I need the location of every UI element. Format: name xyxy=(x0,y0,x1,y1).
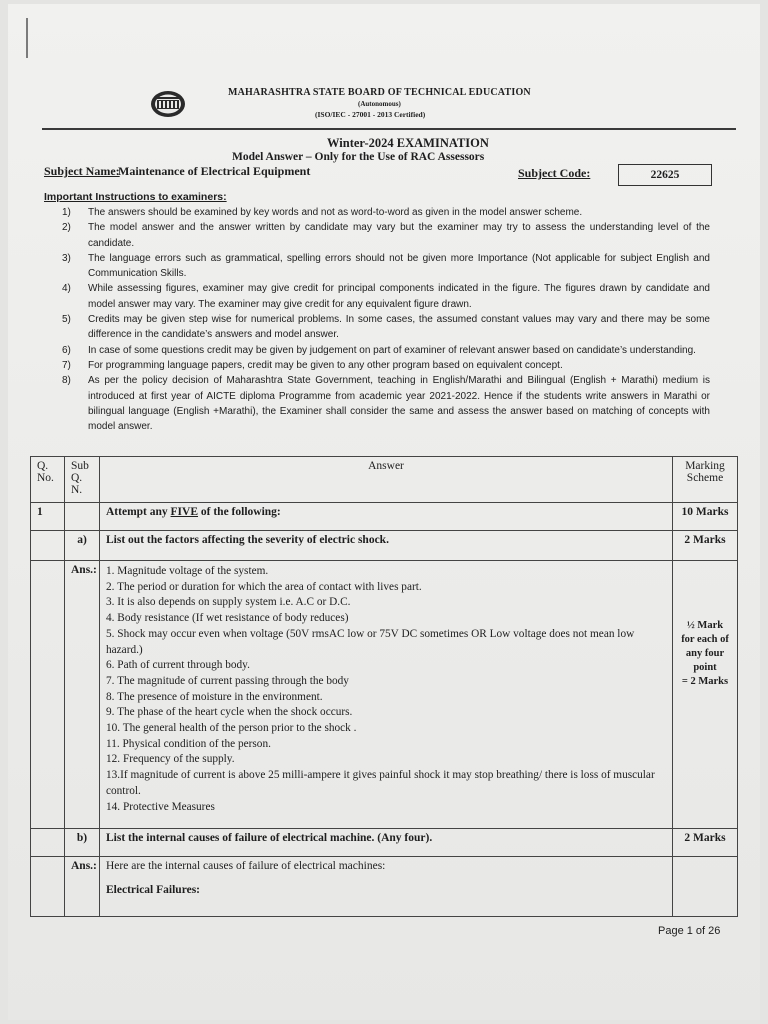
instruction-item xyxy=(62,251,710,282)
table-row xyxy=(31,561,738,829)
subject-code-box: 22625 xyxy=(618,164,712,186)
marking-note-line: point xyxy=(693,662,717,673)
q1b-marks: 2 Marks xyxy=(673,829,738,857)
answer-point: 13.If magnitude of current is above 25 milli-ampere it gives painful shock it may stop breathing/ there is loss of muscular control. xyxy=(106,769,655,797)
table-row xyxy=(31,857,738,917)
table-header-row xyxy=(31,457,738,503)
q1-number: 1 xyxy=(31,503,65,531)
msbte-logo-icon xyxy=(150,88,186,118)
instruction-text: In case of some questions credit may be given by judgement on part of examiner of relevant answer based on candidate’s understanding. xyxy=(88,344,696,356)
instruction-number: 5) xyxy=(62,314,71,326)
marking-note-line: = 2 Marks xyxy=(681,676,729,687)
answer-point: 5. Shock may occur even when voltage (50V rmsAC low or 75V DC sometimes OR Low voltage does not mean low hazard.) xyxy=(106,627,635,656)
board-header xyxy=(150,84,620,124)
instruction-item xyxy=(62,220,710,251)
instruction-number: 8) xyxy=(62,375,71,387)
instruction-number: 2) xyxy=(62,222,71,234)
instruction-item xyxy=(62,205,710,220)
q1a-label: a) xyxy=(65,531,100,561)
instruction-number: 7) xyxy=(62,359,71,371)
answer-table xyxy=(30,456,738,917)
instruction-item xyxy=(62,312,710,343)
q1b-answer-intro: Here are the internal causes of failure of electrical machines: xyxy=(106,860,386,872)
iso-certification: (ISO/IEC - 27001 - 2013 Certified) xyxy=(315,110,426,119)
instruction-text: The language errors such as grammatical, spelling errors should not be given more Importance (Not applicable for subject English and Communication Skills. xyxy=(88,252,710,280)
q1a-answer-points xyxy=(100,561,673,829)
header-q-no: Q. No. xyxy=(31,457,65,503)
instruction-text: As per the policy decision of Maharashtra State Government, teaching in English/Marathi and Bilingual (English + Marathi) medium is introduced at first year of AICTE diploma Programme from academic year 2021-2022. Hence if the students write answers in Marathi or bilingual language (English +Marathi), the Examiner shall consider the same and assess the answer based on matching of concepts with model answer. xyxy=(88,375,710,433)
answer-point: 7. The magnitude of current passing through the body xyxy=(106,674,349,687)
autonomous-label: (Autonomous) xyxy=(358,100,401,108)
subject-name-label: Subject Name: xyxy=(44,164,120,178)
answer-point: 11. Physical condition of the person. xyxy=(106,737,271,750)
header-divider xyxy=(42,128,736,130)
page-number: Page 1 of 26 xyxy=(658,925,721,937)
table-row xyxy=(31,829,738,857)
q1a-question: List out the factors affecting the severity of electric shock. xyxy=(100,531,673,561)
subject-name: Maintenance of Electrical Equipment xyxy=(118,164,311,178)
q1b-ans-label: Ans.: xyxy=(65,857,100,917)
answer-point: 9. The phase of the heart cycle when the shock occurs. xyxy=(106,706,353,719)
marking-note-line: for each of xyxy=(681,634,729,645)
instructions-list xyxy=(62,205,710,434)
q1b-label: b) xyxy=(65,829,100,857)
instruction-text: The model answer and the answer written by candidate may vary but the examiner may try to assess the understanding level of the candidate. xyxy=(88,222,710,249)
instruction-item xyxy=(62,373,710,434)
exam-title: Winter-2024 EXAMINATION xyxy=(327,136,489,150)
q1b-question: List the internal causes of failure of electrical machine. (Any four). xyxy=(100,829,673,857)
table-row xyxy=(31,503,738,531)
board-name: MAHARASHTRA STATE BOARD OF TECHNICAL EDUCATION xyxy=(228,87,531,98)
instruction-text: Credits may be given step wise for numerical problems. In some cases, the assumed constant values may vary and there may be some difference in the candidate’s answers and model answer. xyxy=(88,314,710,341)
instruction-item xyxy=(62,281,710,312)
instruction-item xyxy=(62,358,710,373)
marking-note-line: any four xyxy=(685,648,725,659)
answer-point: 14. Protective Measures xyxy=(106,800,215,813)
answer-point: 8. The presence of moisture in the environment. xyxy=(106,690,323,703)
marking-note-line: ½ Mark xyxy=(686,620,724,631)
instruction-number: 3) xyxy=(62,252,71,264)
header-answer: Answer xyxy=(100,457,673,503)
instruction-text: For programming language papers, credit may be given to any other program based on equivalent concept. xyxy=(88,359,563,371)
subject-row xyxy=(44,164,744,184)
instruction-number: 4) xyxy=(62,283,71,295)
instruction-item xyxy=(62,343,710,358)
q1b-section-heading: Electrical Failures: xyxy=(106,884,200,896)
pen-mark xyxy=(26,18,28,58)
q1-marks: 10 Marks xyxy=(673,503,738,531)
q1a-marks: 2 Marks xyxy=(673,531,738,561)
answer-point: 4. Body resistance (If wet resistance of body reduces) xyxy=(106,612,349,625)
answer-point: 2. The period or duration for which the area of contact with lives part. xyxy=(106,580,422,593)
answer-point: 1. Magnitude voltage of the system. xyxy=(106,565,269,577)
header-sub-qn: Sub Q. N. xyxy=(65,457,100,503)
model-answer-subtitle: Model Answer – Only for the Use of RAC Assessors xyxy=(232,151,485,163)
q1a-marking-note xyxy=(679,564,731,689)
answer-point: 12. Frequency of the supply. xyxy=(106,753,235,766)
header-marking-scheme: Marking Scheme xyxy=(673,457,738,503)
subject-code-label: Subject Code: xyxy=(518,166,591,180)
answer-point: 3. It is also depends on supply system i.e. A.C or D.C. xyxy=(106,596,351,609)
q1a-ans-label: Ans.: xyxy=(65,561,100,829)
answer-point: 6. Path of current through body. xyxy=(106,659,250,672)
q1-instruction: Attempt any FIVE of the following: xyxy=(100,503,673,531)
instruction-number: 6) xyxy=(62,344,71,356)
instructions-title: Important Instructions to examiners: xyxy=(44,191,227,203)
instruction-number: 1) xyxy=(62,207,71,218)
instruction-text: The answers should be examined by key words and not as word-to-word as given in the model answer scheme. xyxy=(88,207,583,218)
answer-point: 10. The general health of the person prior to the shock . xyxy=(106,722,357,735)
table-row xyxy=(31,531,738,561)
instruction-text: While assessing figures, examiner may give credit for principal components indicated in the figure. The figures drawn by candidate and model answer may vary. The examiner may give credit for any equivalent figure drawn. xyxy=(88,283,710,310)
